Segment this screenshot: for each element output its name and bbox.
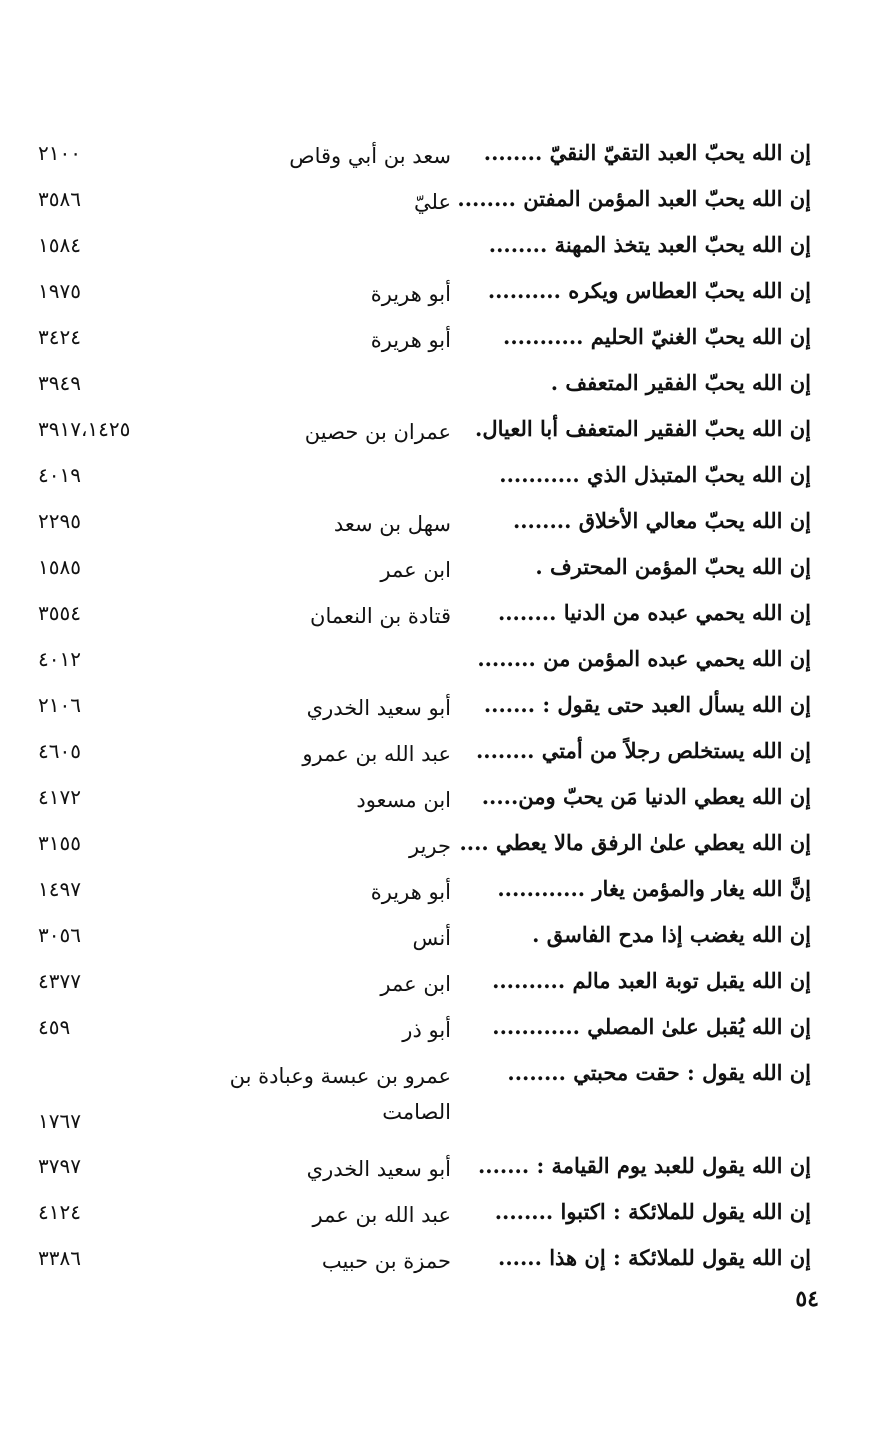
index-entry xyxy=(0,1052,891,1145)
index-entry xyxy=(0,408,891,454)
index-entry xyxy=(0,592,891,638)
hadith-number: ١٤٩٧ xyxy=(38,877,81,901)
hadith-text: إن الله يحبّ العطاس ويكره .......... xyxy=(487,278,811,303)
index-entry xyxy=(0,178,891,224)
narrator-name: أبو هريرة xyxy=(370,880,451,904)
hadith-number: ٣٠٥٦ xyxy=(38,923,81,947)
narrator-name: سهل بن سعد xyxy=(333,512,451,536)
index-entry xyxy=(0,362,891,408)
index-entry xyxy=(0,638,891,684)
narrator-name: عبد الله بن عمرو xyxy=(302,742,451,766)
hadith-text: إنَّ الله يغار والمؤمن يغار ............ xyxy=(497,876,811,901)
hadith-number: ١٥٨٤ xyxy=(38,233,81,257)
hadith-number: ٣٩٤٩ xyxy=(38,371,81,395)
hadith-number: ٤٠١٩ xyxy=(38,463,81,487)
hadith-text: إن الله يقبل توبة العبد مالم .......... xyxy=(492,968,811,993)
index-entry xyxy=(0,822,891,868)
narrator-name: أبو هريرة xyxy=(370,282,451,306)
hadith-number: ٢١٠٦ xyxy=(38,693,81,717)
hadith-text: إن الله يُقبل علىٰ المصلي ............ xyxy=(492,1014,811,1039)
hadith-number: ٣٩١٧،١٤٢٥ xyxy=(38,417,131,441)
index-entry xyxy=(0,960,891,1006)
index-entry xyxy=(0,776,891,822)
narrator-name: أبو سعيد الخدري xyxy=(306,1157,451,1181)
narrator-name: أبو سعيد الخدري xyxy=(306,696,451,720)
hadith-text: إن الله يحبّ الغنيّ الحليم ........... xyxy=(503,324,811,349)
hadith-text: إن الله يحبّ العبد يتخذ المهنة ........ xyxy=(488,232,811,257)
index-entry xyxy=(0,546,891,592)
hadith-text: إن الله يحمي عبده المؤمن من ........ xyxy=(477,646,811,671)
hadith-number: ٣٥٥٤ xyxy=(38,601,81,625)
narrator-name: سعد بن أبي وقاص xyxy=(289,144,451,168)
index-entry xyxy=(0,1145,891,1191)
hadith-text: إن الله يعطي الدنيا مَن يحبّ ومن..... xyxy=(481,784,811,809)
index-entry xyxy=(0,270,891,316)
hadith-number: ٣٤٢٤ xyxy=(38,325,81,349)
narrator-name: عليّ xyxy=(414,190,451,214)
hadith-text: إن الله يقول للعبد يوم القيامة : ....... xyxy=(477,1153,811,1178)
hadith-number: ٤٥٩ xyxy=(38,1015,71,1039)
narrator-name: أبو هريرة xyxy=(370,328,451,352)
hadith-number: ٤٣٧٧ xyxy=(38,969,81,993)
narrator-name: جرير xyxy=(409,834,451,858)
hadith-text: إن الله يحبّ المؤمن المحترف . xyxy=(535,554,811,579)
index-list xyxy=(0,132,891,1283)
hadith-number: ٣٥٨٦ xyxy=(38,187,81,211)
narrator-name: حمزة بن حبيب xyxy=(321,1249,451,1273)
narrator-name: أبو ذر xyxy=(402,1018,451,1042)
index-entry xyxy=(0,224,891,270)
narrator-name: ابن مسعود xyxy=(356,788,451,812)
index-entry xyxy=(0,684,891,730)
hadith-number: ٢١٠٠ xyxy=(38,141,81,165)
hadith-text: إن الله يقول للملائكة : اكتبوا ........ xyxy=(494,1199,811,1224)
hadith-text: إن الله يحبّ العبد المؤمن المفتن ........ xyxy=(457,186,811,211)
hadith-text: إن الله يحمي عبده من الدنيا ........ xyxy=(497,600,811,625)
hadith-number: ٣١٥٥ xyxy=(38,831,81,855)
index-entry xyxy=(0,914,891,960)
hadith-number: ٢٢٩٥ xyxy=(38,509,81,533)
hadith-number: ٤٦٠٥ xyxy=(38,739,81,763)
hadith-text: إن الله يحبّ المتبذل الذي ........... xyxy=(499,462,811,487)
hadith-number: ٤١٢٤ xyxy=(38,1200,81,1224)
index-entry xyxy=(0,868,891,914)
narrator-name: ابن عمر xyxy=(380,558,451,582)
hadith-text: إن الله يغضب إذا مدح الفاسق . xyxy=(532,922,811,947)
index-entry xyxy=(0,500,891,546)
index-entry xyxy=(0,132,891,178)
hadith-text: إن الله يسأل العبد حتى يقول : ....... xyxy=(483,692,811,717)
hadith-text: إن الله يعطي علىٰ الرفق مالا يعطي .... xyxy=(459,830,811,855)
hadith-number: ٤١٧٢ xyxy=(38,785,81,809)
hadith-number: ١٧٦٧ xyxy=(38,1109,81,1133)
hadith-number: ١٩٧٥ xyxy=(38,279,81,303)
hadith-text: إن الله يستخلص رجلاً من أمتي ........ xyxy=(475,738,811,763)
narrator-name: ابن عمر xyxy=(380,972,451,996)
hadith-text: إن الله يحبّ الفقير المتعفف . xyxy=(550,370,811,395)
hadith-text: إن الله يقول للملائكة : إن هذا ...... xyxy=(498,1245,811,1270)
index-entry xyxy=(0,1191,891,1237)
hadith-number: ١٥٨٥ xyxy=(38,555,81,579)
hadith-text: إن الله يحبّ الفقير المتعفف أبا العيال. xyxy=(475,416,811,441)
narrator-name: قتادة بن النعمان xyxy=(310,604,451,628)
index-entry xyxy=(0,454,891,500)
hadith-text: إن الله يحبّ معالي الأخلاق ........ xyxy=(512,508,811,533)
hadith-text: إن الله يقول : حقت محبتي ........ xyxy=(507,1060,811,1085)
hadith-text: إن الله يحبّ العبد التقيّ النقيّ ........ xyxy=(483,140,811,165)
page-number: ٥٤ xyxy=(795,1286,819,1312)
hadith-number: ٤٠١٢ xyxy=(38,647,81,671)
index-entry xyxy=(0,1006,891,1052)
narrator-name: عبد الله بن عمر xyxy=(312,1203,451,1227)
narrator-name: أنس xyxy=(412,926,451,950)
index-entry xyxy=(0,316,891,362)
hadith-number: ٣٣٨٦ xyxy=(38,1246,81,1270)
hadith-number: ٣٧٩٧ xyxy=(38,1154,81,1178)
narrator-name: عمران بن حصين xyxy=(304,420,451,444)
narrator-name: عمرو بن عبسة وعبادة بن الصامت xyxy=(229,1064,451,1124)
index-entry xyxy=(0,730,891,776)
index-entry xyxy=(0,1237,891,1283)
